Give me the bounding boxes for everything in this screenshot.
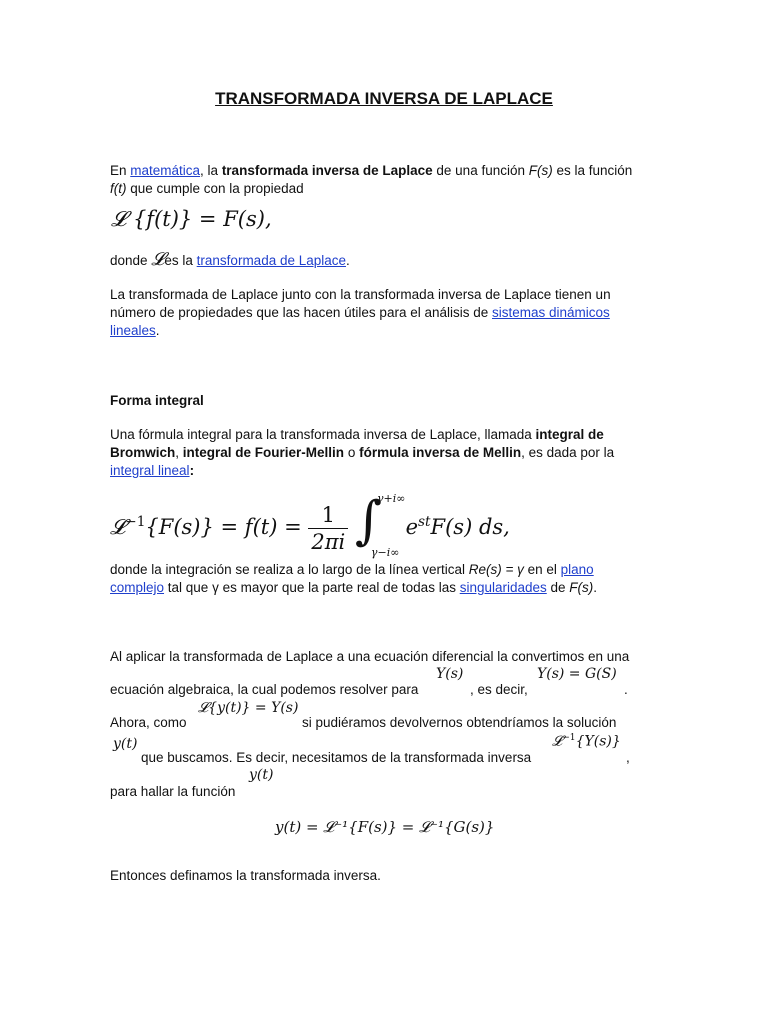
formula2-fraction: [308, 502, 348, 555]
para3-bold: integral de Fourier-Mellin: [182, 445, 345, 460]
para3-text: , es dada por la: [521, 445, 615, 460]
link-plano[interactable]: plano: [560, 562, 594, 577]
math-sup: −1: [562, 733, 576, 743]
intro-bold: transformada inversa de Laplace: [221, 163, 433, 178]
math-yt-2: y(t): [249, 767, 274, 783]
math-yt: y(t): [113, 736, 138, 752]
para4-line-2: [110, 579, 597, 597]
para5-line-5: para hallar la función: [110, 784, 236, 799]
para5-line-3a: Ahora, como: [110, 715, 187, 730]
integral-sign: ∫ γ+i∞ γ−i∞: [354, 490, 406, 559]
formula2-middle: {F(s)} = f(t) =: [145, 515, 309, 539]
math-Ys-eq-GS: Y(s) = G(S): [537, 666, 617, 682]
integral-upper-limit: γ+i∞: [376, 491, 406, 505]
intro-text: es la función: [552, 163, 633, 178]
para3-line-3: [110, 462, 194, 480]
formula2-exponent: st: [418, 514, 431, 530]
para5-line-4: que buscamos. Es decir, necesitamos de la transformada inversa: [141, 750, 532, 765]
para5-line-2a: ecuación algebraica, la cual podemos resolver para: [110, 682, 419, 697]
para3-bold: integral de: [535, 427, 604, 442]
para2-line-3: [110, 322, 160, 340]
para2-text: número de propiedades que las hacen útiles para el análisis de: [110, 305, 493, 320]
para4-text: .: [593, 580, 598, 595]
para4-italic: F(s): [569, 580, 594, 595]
laplace-symbol: 𝓛: [151, 249, 165, 270]
para3-line-2: [110, 444, 614, 462]
para5-line-2c: .: [624, 682, 628, 697]
link-matematica[interactable]: matemática: [130, 163, 201, 178]
link-transformada-de-laplace[interactable]: transformada de Laplace: [196, 253, 347, 268]
para3-line-1: [110, 426, 604, 444]
closing-line: Entonces definamos la transformada inversa.: [110, 868, 381, 883]
link-integral-lineal[interactable]: integral lineal: [110, 463, 190, 478]
para3-text: Una fórmula integral para la transformada inversa de Laplace, llamada: [110, 427, 536, 442]
formula2-rest: F(s) ds,: [430, 515, 510, 539]
para3-bold: :: [189, 463, 195, 478]
para2-line-1: La transformada de Laplace junto con la transformada inversa de Laplace tienen un: [110, 287, 611, 302]
donde-text: donde: [110, 253, 152, 268]
para4-italic: Re(s) = γ: [468, 562, 524, 577]
para4-line-1: [110, 561, 594, 579]
intro-italic: F(s): [528, 163, 553, 178]
para4-text: tal que γ es mayor que la parte real de todas las: [164, 580, 460, 595]
link-lineales[interactable]: lineales: [110, 323, 156, 338]
intro-text: En: [110, 163, 131, 178]
formula-bromwich-integral: [110, 490, 510, 559]
para2-text: .: [155, 323, 160, 338]
para5-line-3b: si pudiéramos devolvernos obtendríamos la solución: [302, 715, 617, 730]
formula-laplace-definition: 𝓛 {f(t)} = F(s),: [111, 207, 272, 231]
formula2-numerator: 1: [308, 502, 348, 529]
section-heading-forma-integral: Forma integral: [110, 393, 204, 408]
para5-line-1: Al aplicar la transformada de Laplace a una ecuación diferencial la convertimos en una: [110, 649, 630, 664]
link-singularidades[interactable]: singularidades: [459, 580, 547, 595]
intro-text: de una función: [432, 163, 529, 178]
para3-bold: fórmula inversa de Mellin: [359, 445, 522, 460]
para2-line-2: [110, 304, 610, 322]
para4-text: de: [546, 580, 570, 595]
intro-text: que cumple con la propiedad: [126, 181, 304, 196]
para5-line-2b: , es decir,: [470, 682, 528, 697]
math-Ys: Y(s): [436, 666, 464, 682]
intro-italic: f(t): [110, 181, 127, 196]
intro-line-2: [110, 180, 304, 198]
intro-text: , la: [200, 163, 222, 178]
formula2-sup: −1: [125, 514, 146, 530]
formula2-exp-base: e: [405, 515, 419, 539]
math-rest: {Y(s)}: [575, 733, 621, 750]
intro-line-1: [110, 162, 632, 180]
link-complejo[interactable]: complejo: [110, 580, 165, 595]
page-title: TRANSFORMADA INVERSA DE LAPLACE: [215, 89, 553, 108]
integral-lower-limit: γ−i∞: [370, 545, 400, 559]
link-sistemas-dinamicos[interactable]: sistemas dinámicos: [492, 305, 610, 320]
math-laplace: 𝓛: [552, 733, 563, 750]
formula-yt-inverse: y(t) = 𝓛⁻¹{F(s)} = 𝓛⁻¹{G(s)}: [275, 818, 495, 836]
donde-line: [110, 251, 350, 270]
para5-line-4b: ,: [626, 750, 630, 765]
para3-bold: Bromwich: [110, 445, 176, 460]
donde-text: es la: [164, 253, 197, 268]
formula2-laplace: 𝓛: [110, 515, 126, 539]
para3-text: o: [344, 445, 360, 460]
math-L-yt-eq-Ys: 𝓛{y(t)} = Y(s): [198, 700, 299, 716]
para4-text: en el: [523, 562, 561, 577]
para3-text: ,: [175, 445, 183, 460]
donde-text: .: [346, 253, 350, 268]
para4-text: donde la integración se realiza a lo largo de la línea vertical: [110, 562, 469, 577]
formula2-denominator: 2πi: [311, 530, 346, 554]
math-L-inverse-Ys: [552, 733, 621, 750]
